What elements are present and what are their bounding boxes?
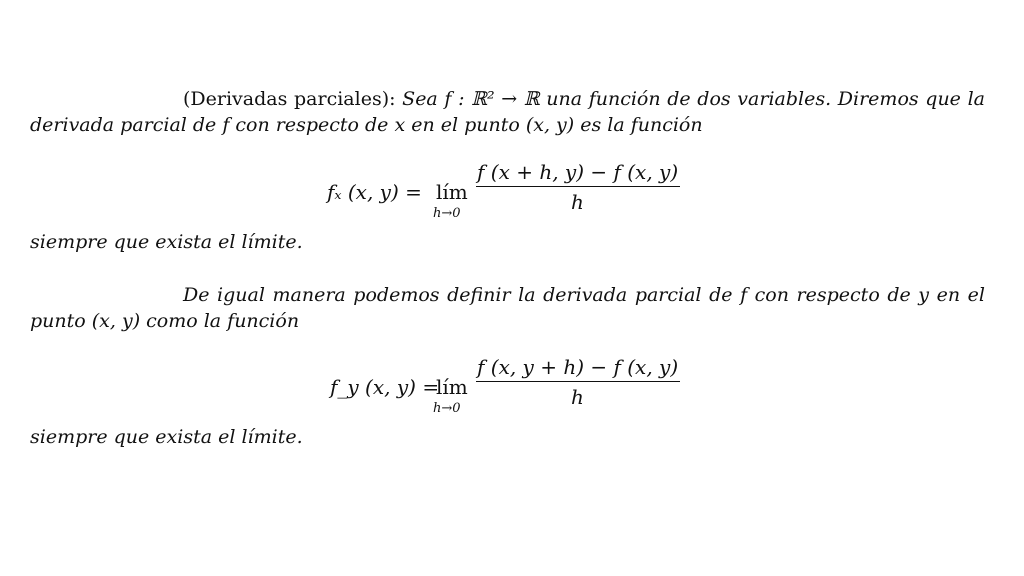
equation-fx-lim: lím [436, 180, 468, 204]
definition-line-1 [30, 86, 985, 112]
condition-line-1: siempre que exista el límite. [30, 231, 303, 253]
equation-fy-lhs: f_y (x, y) = [330, 375, 440, 399]
equation-fy-lim-subscript: h→0 [433, 401, 461, 416]
equation-fx [0, 160, 1024, 220]
partial-y-line-2: punto (x, y) como la función [30, 310, 300, 332]
equation-fx-denominator: h [571, 190, 584, 214]
equation-fy-lim: lím [436, 375, 468, 399]
equation-fx-lim-subscript: h→0 [433, 206, 461, 221]
definition-line-2: derivada parcial de f con respecto de x en el punto (x, y) es la función [30, 114, 703, 136]
condition-line-2: siempre que exista el límite. [30, 426, 303, 448]
condition-text-2 [30, 424, 985, 450]
definition-statement: Sea f : ℝ² → ℝ una función de dos variables. Diremos que la [402, 88, 985, 110]
definition-paragraph [30, 86, 985, 138]
equation-fy-denominator: h [571, 385, 584, 409]
equation-fx-fraction-bar [476, 186, 680, 187]
equation-fy-fraction-bar [476, 381, 680, 382]
definition-label: (Derivadas parciales): [183, 88, 396, 110]
equation-fy [0, 355, 1024, 415]
equation-fy-numerator: f (x, y + h) − f (x, y) [477, 355, 679, 379]
condition-text-1 [30, 229, 985, 255]
partial-y-line-1: De igual manera podemos definir la derivada parcial de f con respecto de y en el [183, 284, 985, 306]
partial-y-paragraph [30, 282, 985, 334]
equation-fx-numerator: f (x + h, y) − f (x, y) [477, 160, 679, 184]
equation-fx-lhs: fₓ (x, y) = [327, 180, 422, 204]
